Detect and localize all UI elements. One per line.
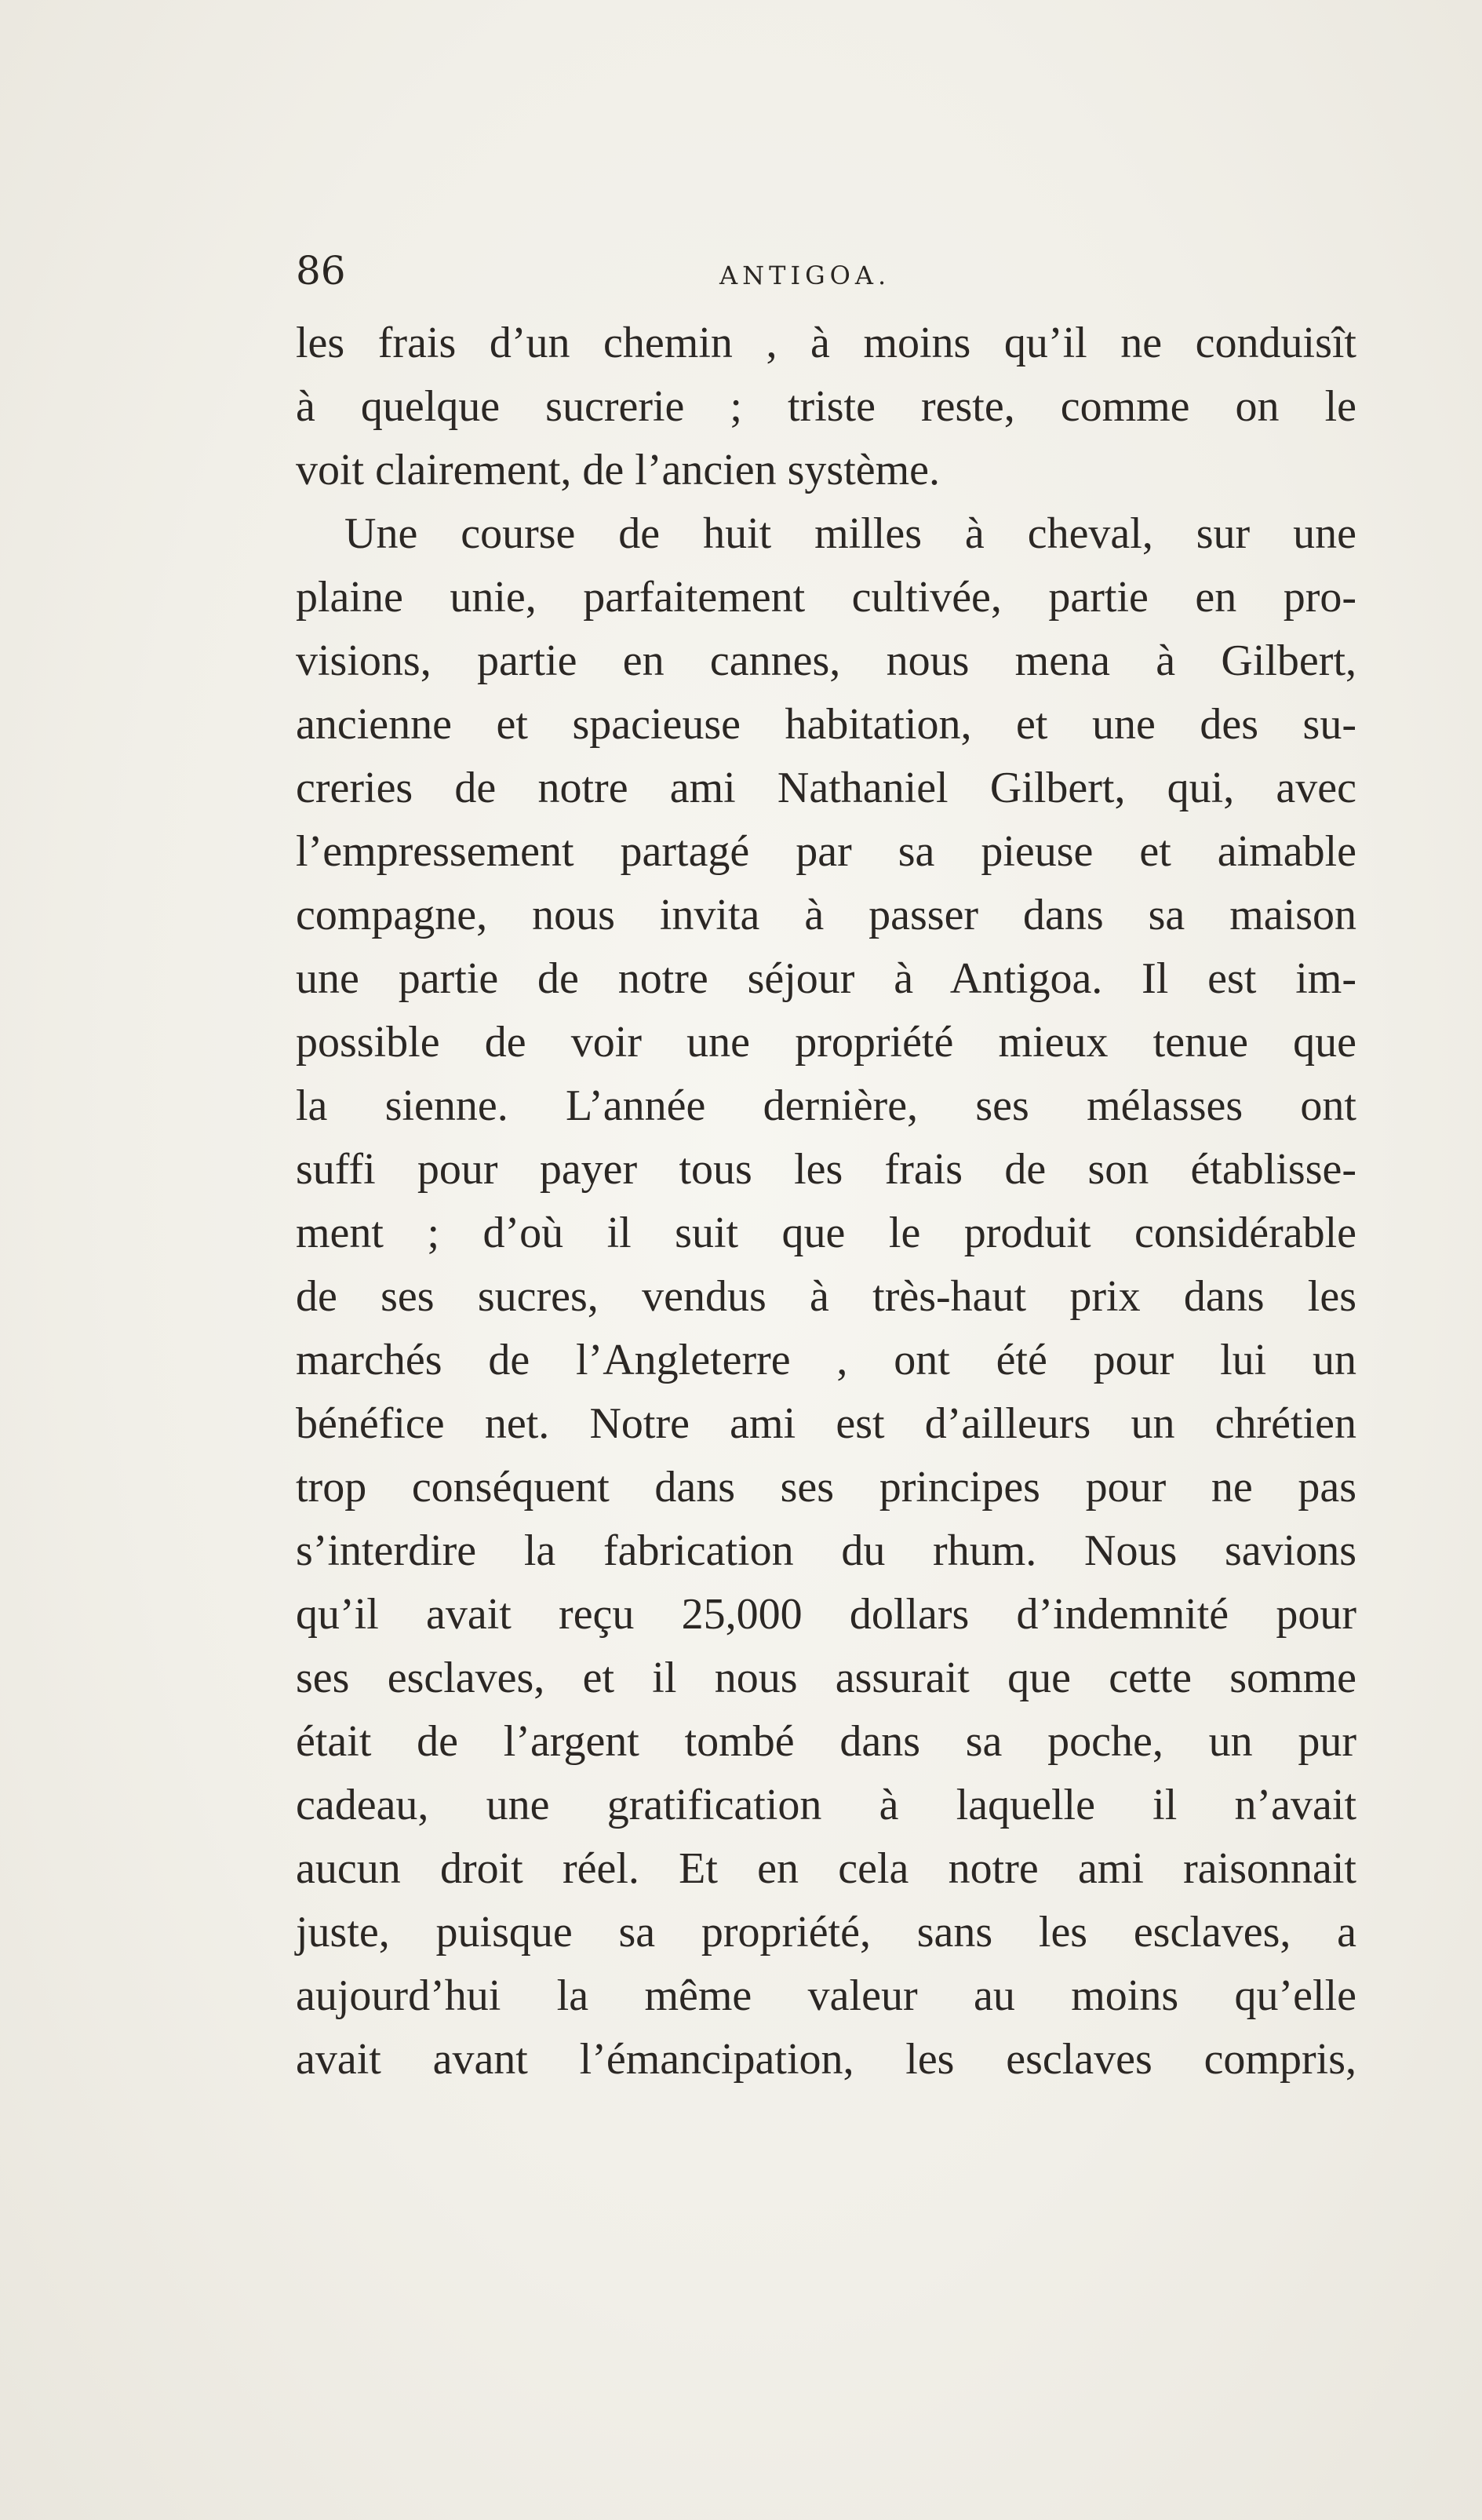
text-line: la sienne. L’année dernière, ses mélasses ont (296, 1081, 1356, 1130)
text-line: l’empressement partagé par sa pieuse et aimable (296, 827, 1356, 876)
text-line: bénéfice net. Notre ami est d’ailleurs un chrétien (296, 1399, 1356, 1448)
text-line: trop conséquent dans ses principes pour ne pas (296, 1463, 1356, 1512)
text-line: aucun droit réel. Et en cela notre ami raisonnait (296, 1844, 1356, 1893)
text-line: compagne, nous invita à passer dans sa maison (296, 891, 1356, 939)
running-head (296, 239, 1356, 302)
text-line: était de l’argent tombé dans sa poche, un pur (296, 1717, 1356, 1766)
text-line: possible de voir une propriété mieux tenue que (296, 1018, 1356, 1067)
text-line: plaine unie, parfaitement cultivée, partie en pro- (296, 573, 1356, 622)
text-line: ancienne et spacieuse habitation, et une des su- (296, 700, 1356, 749)
text-line: qu’il avait reçu 25,000 dollars d’indemnité pour (296, 1590, 1356, 1639)
text-line: visions, partie en cannes, nous mena à Gilbert, (296, 636, 1356, 685)
text-line: ment ; d’où il suit que le produit considérable (296, 1209, 1356, 1257)
text-line: aujourd’hui la même valeur au moins qu’elle (296, 1971, 1356, 2020)
text-line: une partie de notre séjour à Antigoa. Il est im- (296, 954, 1356, 1003)
text-line: avait avant l’émancipation, les esclaves compris, (296, 2035, 1356, 2084)
text-line: cadeau, une gratification à laquelle il n’avait (296, 1781, 1356, 1829)
text-line: suffi pour payer tous les frais de son établisse- (296, 1145, 1356, 1194)
text-line: Une course de huit milles à cheval, sur une (344, 509, 1356, 558)
running-title: ANTIGOA. (719, 261, 891, 290)
page-number: 86 (296, 248, 346, 294)
text-line: les frais d’un chemin , à moins qu’il ne conduisît (296, 319, 1356, 367)
text-line: creries de notre ami Nathaniel Gilbert, qui, avec (296, 764, 1356, 812)
text-line: de ses sucres, vendus à très-haut prix dans les (296, 1272, 1356, 1321)
text-line: voit clairement, de l’ancien système. (296, 446, 941, 494)
body-text (296, 312, 1356, 2091)
text-line: à quelque sucrerie ; triste reste, comme on le (296, 382, 1356, 431)
text-line: s’interdire la fabrication du rhum. Nous savions (296, 1526, 1356, 1575)
text-line: ses esclaves, et il nous assurait que cette somme (296, 1654, 1356, 1702)
text-line: juste, puisque sa propriété, sans les esclaves, a (296, 1908, 1356, 1957)
text-line: marchés de l’Angleterre , ont été pour lui un (296, 1336, 1356, 1384)
